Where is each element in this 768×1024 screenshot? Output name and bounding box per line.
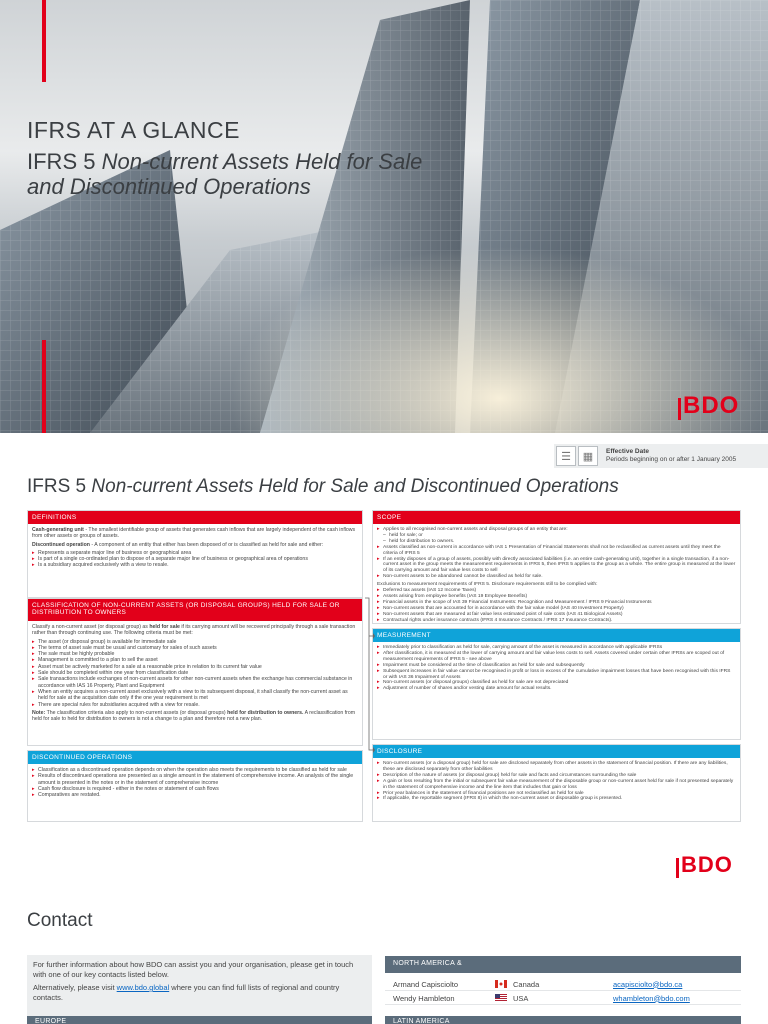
series-title: IFRS AT A GLANCE (27, 117, 240, 143)
list-item: ▸ There are special rules for subsidiaries acquired with a view for resale. (32, 702, 358, 708)
discontinued-definition: Discontinued operation - A component of an entity that either has been disposed of or is classified as held for sale and either: (32, 541, 324, 548)
discontinued-panel (27, 750, 363, 822)
list-item: ▸ Is part of a single co-ordinated plan to dispose of a separate major line of business or geographical area of operations (32, 556, 358, 562)
list-item: ▸ Comparatives are restated. (32, 792, 358, 798)
definitions-panel (27, 510, 363, 598)
classification-panel (27, 598, 363, 746)
list-item: ▸ Results of discontinued operations are presented as a single amount in the statement of comprehensive income. An analysis of the single amount is presented in the notes or in the statement of comprehensive income (32, 773, 358, 786)
list-item: ▸ Assets arising from employee benefits (IAS 19 Employee Benefits) (377, 594, 736, 600)
region-header-latin-america: LATIN AMERICA (385, 1016, 741, 1024)
classification-intro: Classify a non-current asset (or disposal group) as held for sale if its carrying amount will be recovered principally through a sale transaction rather than through continuing use. The following criteria must be met: (32, 624, 356, 637)
list-item: ▸ The asset (or disposal group) is available for immediate sale (32, 639, 358, 645)
definitions-header: DEFINITIONS (28, 511, 362, 524)
list-item: ▸ Management is committed to a plan to sell the asset (32, 657, 358, 663)
list-item: – held for distribution to owners. (377, 539, 736, 545)
list-item: ▸ Non-current assets to be abandoned cannot be classified as held for sale. (377, 574, 736, 580)
measurement-header: MEASUREMENT (373, 629, 740, 642)
hero-title (27, 117, 422, 199)
contact-row: Armand Capisciolto Canada acapisciolto@bdo.ca (385, 978, 741, 991)
list-item: ▸ Non-current assets that are accounted for in accordance with the fair value model (IAS 40 Investment Property) (377, 606, 736, 612)
scope-panel (372, 510, 741, 624)
list-item: – held for sale; or (377, 533, 736, 539)
list-item: ▸ After classification, it is measured at the lower of carrying amount and fair value less costs to sell. Assets covered under certain other IFRSs are scoped out of measurement requirements of IFRS 5 - see above (377, 651, 736, 663)
list-item: ▸ Is a subsidiary acquired exclusively with a view to resale. (32, 562, 358, 568)
standard-title: IFRS 5 Non-current Assets Held for Sale and Discontinued Operations (27, 149, 423, 199)
effective-date-label: Effective Date (606, 448, 649, 455)
measurement-panel (372, 628, 741, 740)
region-header-north-america: NORTH AMERICA & (385, 956, 741, 973)
list-item: ▸ Non-current assets (or a disposal group) held for sale are disclosed separately from other assets in the statement of financial position. If there are any liabilities, these are disclosed separately from other liabilities (377, 761, 736, 773)
list-item: ▸ Represents a separate major line of business or geographical area (32, 550, 358, 556)
list-item: ▸ Immediately prior to classification as held for sale, carrying amount of the asset is measured in accordance with applicable IFRSs (377, 645, 736, 651)
contact-title: Contact (27, 910, 93, 931)
email-link[interactable]: whambleton@bdo.com (613, 993, 690, 1003)
usa-flag-icon (495, 994, 507, 1002)
contact-intro: For further information about how BDO can assist you and your organisation, please get in touch with one of our key contacts listed below. Alternatively, please visit www.bdo.global where you can find full lists of regional and country contacts. (27, 955, 372, 1024)
list-item: ▸ Prior year balances in the statement of financial positions are not reclassified as held for sale (377, 791, 736, 797)
discontinued-header: DISCONTINUED OPERATIONS (28, 751, 362, 764)
list-item: ▸ Deferred tax assets (IAS 12 Income Taxes) (377, 588, 736, 594)
contact-row: Wendy Hambleton USA whambleton@bdo.com (385, 992, 741, 1005)
region-header-europe: EUROPE (27, 1016, 372, 1024)
bdo-logo: BDO (678, 392, 739, 420)
flow-connector (363, 590, 375, 760)
classification-header: CLASSIFICATION OF NON-CURRENT ASSETS (OR DISPOSAL GROUPS) HELD FOR SALE OR DISTRIBUTION TO OWNERS (28, 599, 362, 621)
skyscraper-image (0, 0, 768, 433)
email-link[interactable]: acapisciolto@bdo.ca (613, 979, 683, 989)
scope-header: SCOPE (373, 511, 740, 524)
document-icon: ☰ (556, 446, 576, 466)
effective-date-value: Periods beginning on or after 1 January 2005 (606, 456, 737, 463)
bdo-logo: BDO (676, 852, 733, 878)
list-item: ▸ Applies to all recognised non-current assets and disposal groups of an entity that are: (377, 527, 736, 533)
list-item: ▸ Classification as a discontinued operation depends on when the operation also meets the requirements to be classified as held for sale (32, 767, 358, 773)
list-item: ▸ Non-current assets (or disposal groups) classified as held for sale are not depreciated (377, 680, 736, 686)
list-item: ▸ Contractual rights under insurance contracts (IFRS 4 Insurance Contracts / IFRS 17 Insurance Contracts). (377, 618, 736, 624)
classification-note: Note: The classification criteria also apply to non-current assets (or disposal groups) held for distribution to owners. A reclassification from held for sale to held for distribution to owners is not a change to a plan and therefore not a new plan. (32, 709, 356, 723)
list-item: ▸ The sale must be highly probable (32, 651, 358, 657)
list-item: ▸ When an entity acquires a non-current asset exclusively with a view to its subsequent disposal, it shall classify the non-current asset as held for sale at the acquisition date only if the one year requirement is met (32, 689, 358, 702)
list-item: ▸ A gain or loss resulting from the initial or subsequent fair value measurement of the disposable group or non-current asset held for sale if not presented separately in the statement of comprehensive income and the line item that includes that gain or loss (377, 779, 736, 791)
list-item: ▸ Subsequent increases in fair value cannot be recognised in profit or loss in excess of the cumulative impairment losses that have been recognised with this IFRS or with IAS 36 Impairment of Assets (377, 669, 736, 681)
list-item: ▸ Description of the nature of assets (or disposal group) held for sale and facts and circumstances surrounding the sale (377, 773, 736, 779)
list-item: ▸ If an entity disposes of a group of assets, possibly with directly associated liabilities (i.e. an entire cash-generating unit), together in a single transaction, if a non-current asset in the group meets the measurement requirements in IFRS 5, then IFRS 5 applies to the group as a whole. The entire group is measured at the lower of its carrying amount and fair value less costs to sell (377, 557, 736, 575)
list-item: ▸ Assets classified as non-current in accordance with IAS 1 Presentation of Financial Statements shall not be reclassified as current assets until they meet the criteria of IFRS 5 (377, 545, 736, 557)
list-item: ▸ The terms of asset sale must be usual and customary for sales of such assets (32, 645, 358, 651)
list-item: ▸ Non-current assets that are measured at fair value less estimated point of sale costs (IAS 41 Biological Assets) (377, 612, 736, 618)
calendar-icon: ▦ (578, 446, 598, 466)
red-accent-bar (42, 340, 46, 433)
list-item: ▸ If applicable, the reportable segment (IFRS 8) in which the non-current asset or disposable group is presented. (377, 796, 736, 802)
list-item: ▸ Sale transactions include exchanges of non-current assets for other non-current assets when the exchange has commercial substance in accordance with IAS 16 Property, Plant and Equipment (32, 676, 358, 689)
hero-banner (0, 0, 768, 433)
list-item: ▸ Asset must be actively marketed for a sale at a reasonable price in relation to its current fair value (32, 664, 358, 670)
effective-date-strip (554, 444, 768, 468)
list-item: ▸ Adjustment of number of shares and/or vesting date amount for actual results. (377, 686, 736, 692)
disclosure-panel (372, 744, 741, 822)
list-item: ▸ Sale should be completed within one year from classification date (32, 670, 358, 676)
canada-flag-icon (495, 980, 507, 988)
red-accent-bar (42, 0, 46, 82)
page-title: IFRS 5 Non-current Assets Held for Sale and Discontinued Operations (27, 476, 619, 497)
list-item: ▸ Cash flow disclosure is required - either in the notes or statement of cash flows (32, 786, 358, 792)
bdo-global-link[interactable]: www.bdo.global (116, 983, 170, 992)
list-item: ▸ Financial assets in the scope of IAS 39 Financial Instruments: Recognition and Measurement / IFRS 9 Financial Instruments (377, 600, 736, 606)
scope-exclusions-intro: Exclusions to measurement requirements of IFRS 5. Disclosure requirements still to be complied with: (377, 582, 598, 588)
list-item: ▸ Impairment must be considered at the time of classification as held for sale and subsequently (377, 663, 736, 669)
disclosure-header: DISCLOSURE (373, 745, 740, 758)
cgu-definition: Cash-generating unit - The smallest identifiable group of assets that generates cash inflows that are largely independent of the cash inflows from other assets or groups of assets. (32, 527, 356, 540)
